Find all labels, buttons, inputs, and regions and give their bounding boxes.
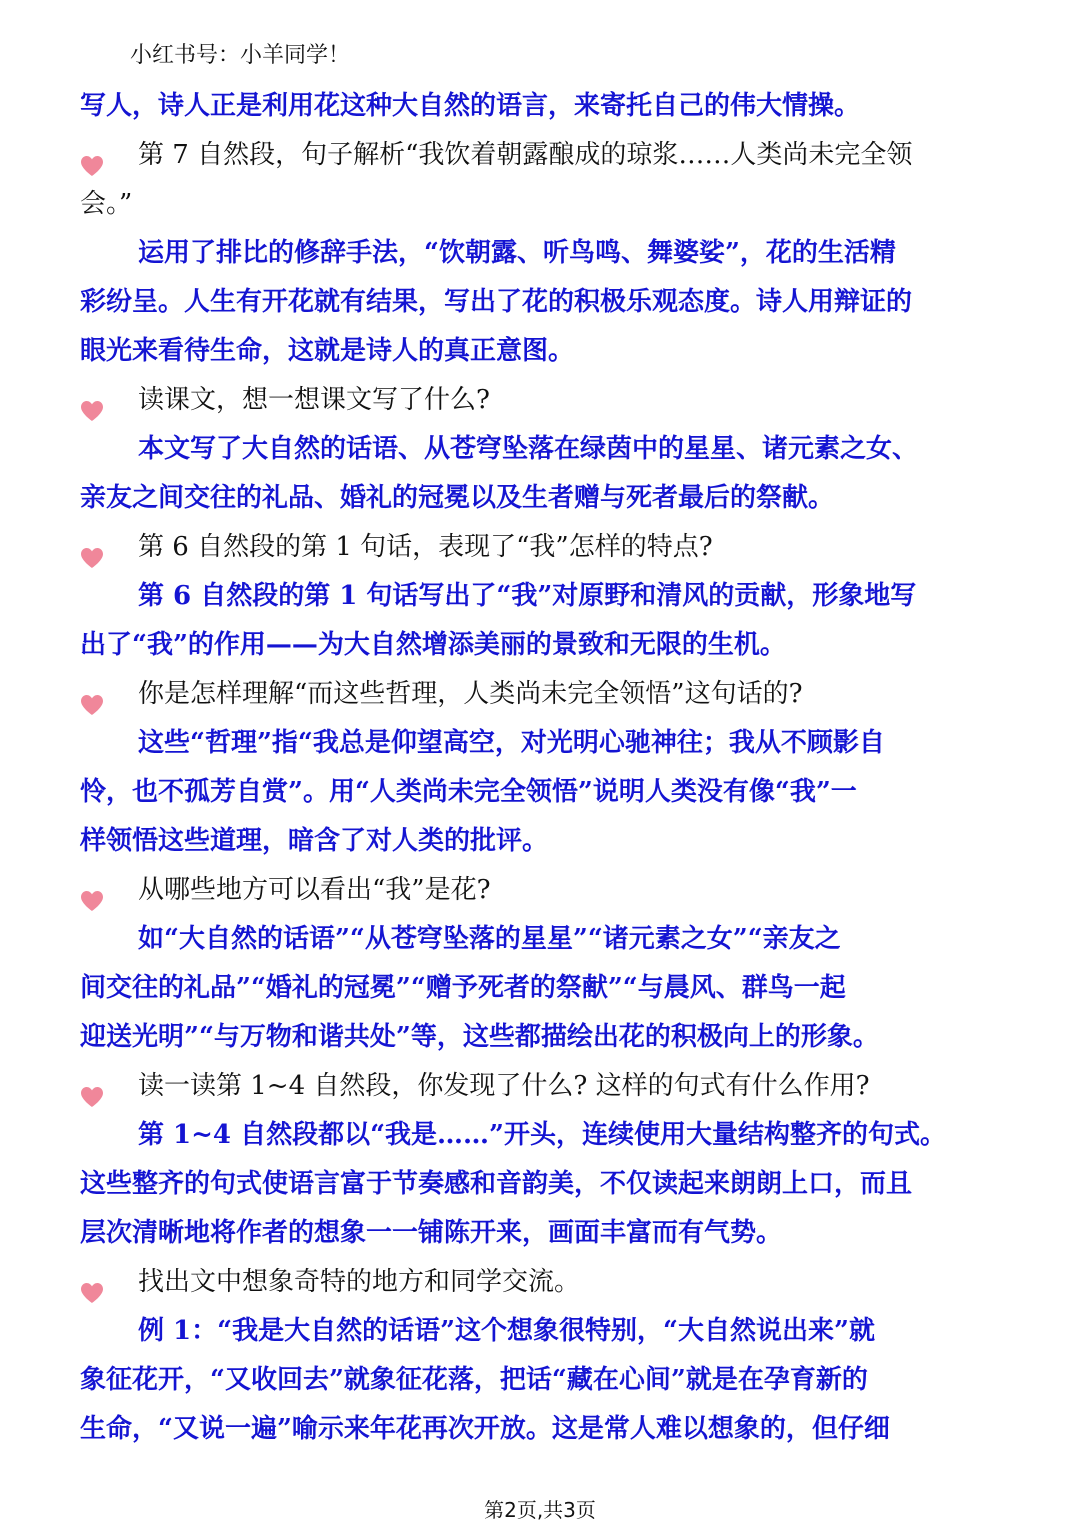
heart-icon	[80, 145, 104, 167]
line-text: 彩纷呈。人生有开花就有结果，写出了花的积极乐观态度。诗人用辩证的	[80, 287, 913, 317]
answer-line	[80, 915, 1005, 964]
line-text: 这些“哲理”指“我总是仰望高空，对光明心驰神往；我从不顾影自	[138, 728, 885, 758]
question-line	[80, 180, 1005, 229]
line-text: 亲友之间交往的礼品、婚礼的冠冕以及生者赠与死者最后的祭献。	[80, 483, 835, 513]
answer-line	[80, 768, 1005, 817]
heart-icon	[80, 537, 104, 559]
answer-line	[80, 817, 1005, 866]
line-text: 象征花开，“又收回去”就象征花落，把话“藏在心间”就是在孕育新的	[80, 1365, 868, 1395]
answer-line	[80, 621, 1005, 670]
line-text: 间交往的礼品”“婚礼的冠冕”“赠予死者的祭献”“与晨风、群鸟一起	[80, 973, 846, 1003]
line-text: 眼光来看待生命，这就是诗人的真正意图。	[80, 336, 575, 366]
line-text: 运用了排比的修辞手法，“饮朝露、听鸟鸣、舞婆娑”，花的生活精	[138, 238, 896, 268]
line-text: 第 6 自然段的第 1 句话写出了“我”对原野和清风的贡献，形象地写	[138, 581, 917, 611]
line-text: 第 6 自然段的第 1 句话，表现了“我”怎样的特点?	[138, 532, 713, 562]
answer-line	[80, 1209, 1005, 1258]
line-text: 从哪些地方可以看出“我”是花?	[138, 875, 491, 905]
answer-line	[80, 474, 1005, 523]
answer-line	[80, 964, 1005, 1013]
line-text: 会。”	[80, 189, 133, 219]
line-text: 写人，诗人正是利用花这种大自然的语言，来寄托自己的伟大情操。	[80, 91, 861, 121]
page-number: 第2页,共3页	[484, 1498, 596, 1522]
line-text: 第 1~4 自然段都以“我是……”开头，连续使用大量结构整齐的句式。	[138, 1120, 946, 1150]
answer-line	[80, 425, 1005, 474]
line-text: 读一读第 1~4 自然段，你发现了什么? 这样的句式有什么作用?	[138, 1071, 870, 1101]
line-text: 怜，也不孤芳自赏”。用“人类尚未完全领悟”说明人类没有像“我”一	[80, 777, 857, 807]
line-text: 迎送光明”“与万物和谐共处”等，这些都描绘出花的积极向上的形象。	[80, 1022, 879, 1052]
heart-icon	[80, 684, 104, 706]
document-body	[80, 82, 1005, 1454]
answer-line	[80, 278, 1005, 327]
heart-icon	[80, 1076, 104, 1098]
answer-line	[80, 1160, 1005, 1209]
question-line	[80, 1062, 1005, 1111]
question-line	[80, 523, 1005, 572]
line-text: 本文写了大自然的话语、从苍穹坠落在绿茵中的星星、诸元素之女、	[138, 434, 919, 464]
answer-line	[80, 1356, 1005, 1405]
line-text: 你是怎样理解“而这些哲理，人类尚未完全领悟”这句话的?	[138, 679, 803, 709]
answer-line	[80, 229, 1005, 278]
answer-line	[80, 572, 1005, 621]
line-text: 这些整齐的句式使语言富于节奏感和音韵美，不仅读起来朗朗上口，而且	[80, 1169, 913, 1199]
line-text: 层次清晰地将作者的想象一一铺陈开来，画面丰富而有气势。	[80, 1218, 783, 1248]
line-text: 出了“我”的作用——为大自然增添美丽的景致和无限的生机。	[80, 630, 786, 660]
heart-icon	[80, 880, 104, 902]
answer-line	[80, 327, 1005, 376]
question-line	[80, 1258, 1005, 1307]
line-text: 第 7 自然段，句子解析“我饮着朝露酿成的琼浆……人类尚未完全领	[138, 140, 913, 170]
question-line	[80, 866, 1005, 915]
answer-line	[80, 82, 1005, 131]
line-text: 样领悟这些道理，暗含了对人类的批评。	[80, 826, 549, 856]
line-text: 读课文，想一想课文写了什么?	[138, 385, 490, 415]
question-line	[80, 376, 1005, 425]
line-text: 生命，“又说一遍”喻示来年花再次开放。这是常人难以想象的，但仔细	[80, 1414, 890, 1444]
answer-line	[80, 1111, 1005, 1160]
answer-line	[80, 1405, 1005, 1454]
answer-line	[80, 1013, 1005, 1062]
account-header: 小红书号：小羊同学！	[130, 43, 351, 68]
answer-line	[80, 719, 1005, 768]
heart-icon	[80, 390, 104, 412]
line-text: 找出文中想象奇特的地方和同学交流。	[138, 1267, 581, 1297]
answer-line	[80, 1307, 1005, 1356]
line-text: 例 1：“我是大自然的话语”这个想象很特别，“大自然说出来”就	[138, 1316, 875, 1346]
heart-icon	[80, 1272, 104, 1294]
line-text: 如“大自然的话语”“从苍穹坠落的星星”“诸元素之女”“亲友之	[138, 924, 841, 954]
question-line	[80, 131, 1005, 180]
question-line	[80, 670, 1005, 719]
